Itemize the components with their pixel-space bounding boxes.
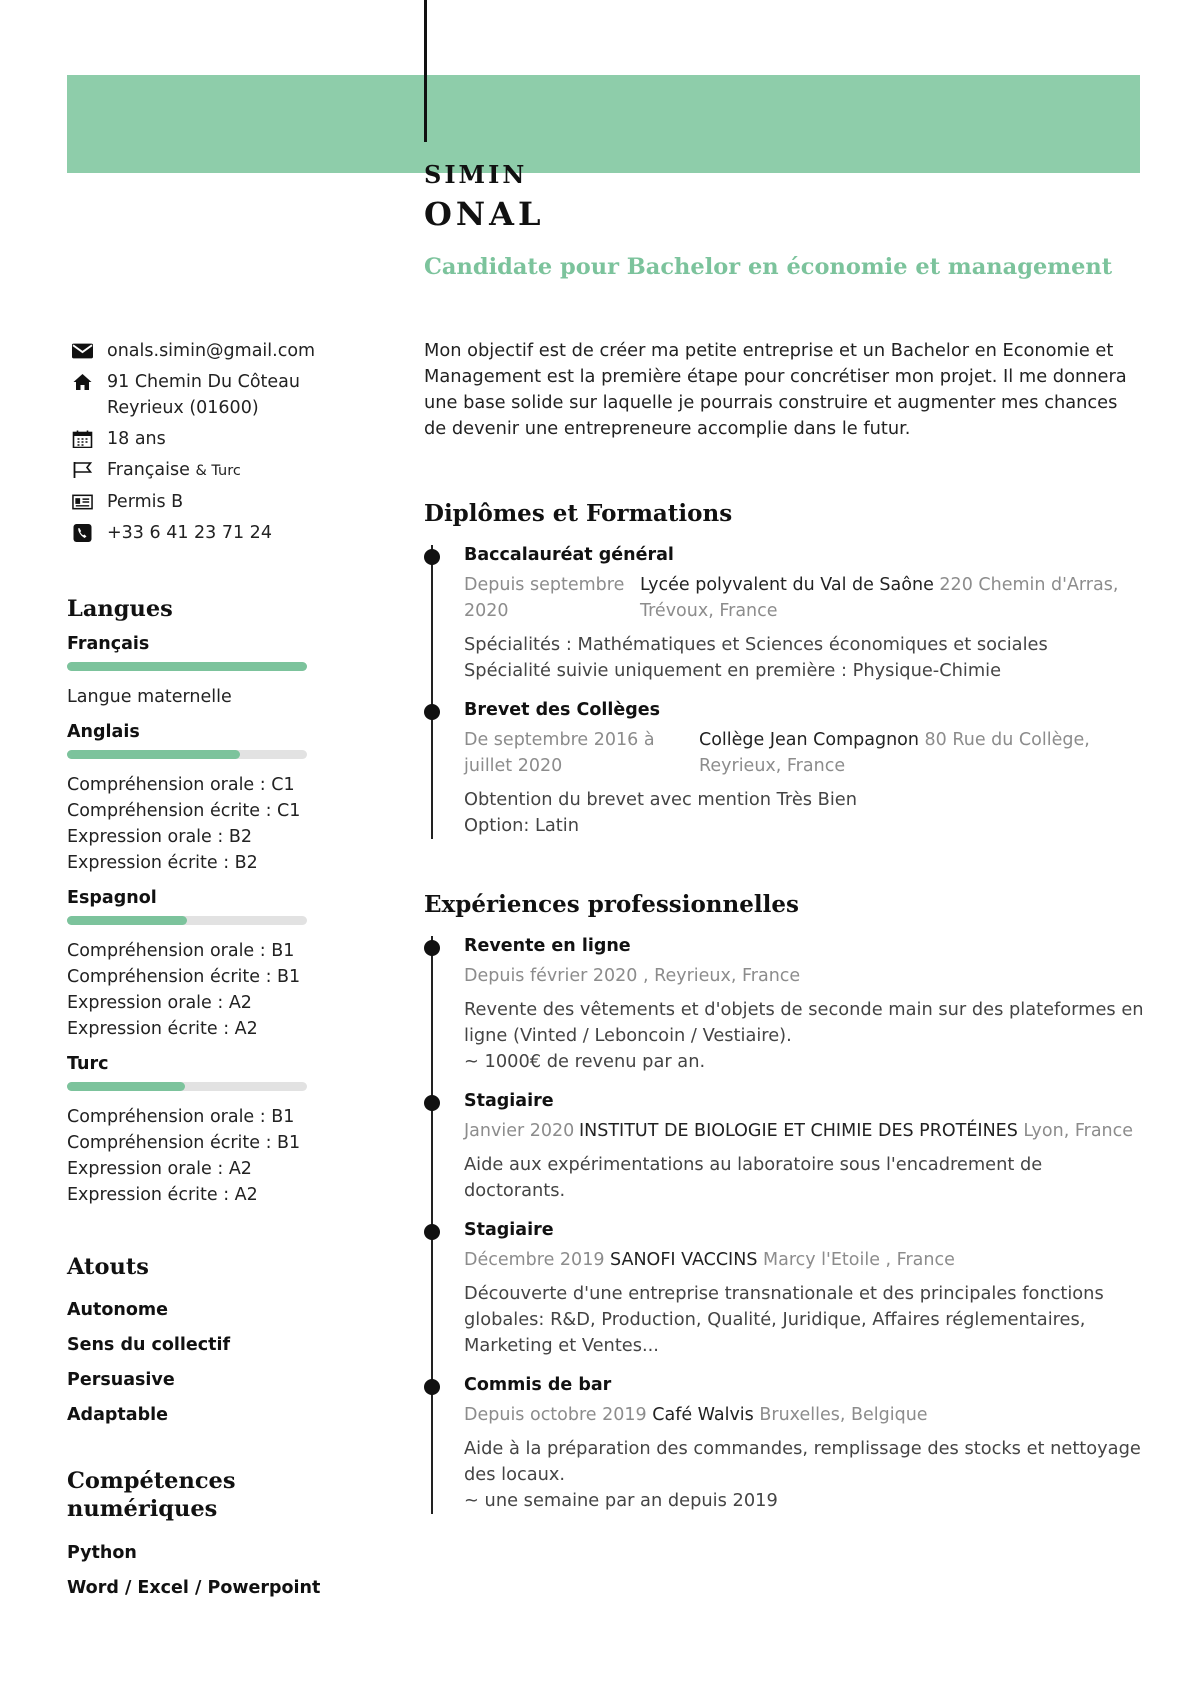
entry-organization: INSTITUT DE BIOLOGIE ET CHIMIE DES PROTÉINES: [579, 1121, 1018, 1141]
language-level-bar: [67, 916, 307, 925]
first-name: SIMIN: [424, 160, 528, 189]
last-name: ONAL: [424, 195, 545, 233]
entry-description: Revente des vêtements et d'objets de seconde main sur des plateformes en ligne (Vinted / Leboncoin / Vestiaire). ~ 1000€ de revenu par an.: [464, 999, 1144, 1072]
entry-title: Revente en ligne: [464, 936, 631, 956]
entry-description: Aide aux expérimentations au laboratoire sous l'encadrement de doctorants.: [464, 1154, 1043, 1201]
contact-phone: [67, 520, 367, 546]
contact-info: [67, 338, 367, 546]
entry-title: Brevet des Collèges: [464, 700, 661, 720]
language-details: Compréhension orale : C1 Compréhension écrite : C1 Expression orale : B2 Expression écrite : B2: [67, 775, 301, 873]
entry-meta: [464, 1402, 1144, 1428]
languages-heading: Langues: [67, 596, 173, 622]
language-level-bar: [67, 1082, 307, 1091]
nationality-text: Française: [107, 460, 190, 480]
entry-date: Depuis octobre 2019: [464, 1405, 647, 1425]
digital-skill-item: Python: [67, 1543, 137, 1563]
experience-entry: [464, 1091, 1144, 1204]
language-item: [67, 888, 367, 1042]
address-line1: 91 Chemin Du Côteau: [107, 372, 300, 392]
address-text: [107, 369, 300, 421]
language-details: Compréhension orale : B1 Compréhension écrite : B1 Expression orale : A2 Expression écrite : A2: [67, 1107, 301, 1205]
license-text: Permis B: [107, 492, 184, 512]
language-level-bar: [67, 662, 307, 671]
entry-description: Aide à la préparation des commandes, remplissage des stocks et nettoyage des locaux. ~ une semaine par an depuis 2019: [464, 1438, 1141, 1511]
entry-location: Marcy l'Etoile , France: [763, 1250, 955, 1270]
assets-heading: Atouts: [67, 1254, 149, 1280]
envelope-icon: [67, 338, 107, 364]
entry-organization: SANOFI VACCINS: [610, 1250, 758, 1270]
entry-organization: Collège Jean Compagnon: [699, 730, 919, 750]
calendar-icon: [67, 426, 107, 452]
contact-nationality: [67, 457, 367, 484]
contact-age: [67, 426, 367, 452]
language-name: Turc: [67, 1054, 109, 1074]
language-name: Espagnol: [67, 888, 157, 908]
experience-entry: [464, 1220, 1144, 1359]
contact-email: [67, 338, 367, 364]
timeline-dot: [424, 549, 440, 565]
entry-location: 220 Chemin d'Arras, Trévoux, France: [640, 575, 1119, 621]
entry-meta: [464, 1247, 1144, 1273]
entry-meta: [464, 1118, 1144, 1144]
contact-address: [67, 369, 367, 421]
digital-skills-heading: Compétences numériques: [67, 1468, 236, 1522]
timeline-dot: [424, 1379, 440, 1395]
experience-entry: [464, 1375, 1144, 1514]
timeline-dot: [424, 940, 440, 956]
entry-title: Commis de bar: [464, 1375, 612, 1395]
language-name: Français: [67, 634, 150, 654]
age-text: 18 ans: [107, 429, 166, 449]
experience-entry: [464, 936, 1144, 1075]
right-column: [424, 338, 1144, 1518]
education-entry: [464, 545, 1144, 684]
digital-skill-item: Word / Excel / Powerpoint: [67, 1578, 321, 1598]
timeline-dot: [424, 1224, 440, 1240]
entry-title: Stagiaire: [464, 1220, 554, 1240]
entry-location: 80 Rue du Collège, Reyrieux, France: [699, 730, 1090, 776]
entry-location: , Reyrieux, France: [642, 966, 801, 986]
entry-description: Obtention du brevet avec mention Très Bien Option: Latin: [464, 789, 858, 836]
email-text: onals.simin@gmail.com: [107, 341, 316, 361]
asset-item: Autonome: [67, 1300, 168, 1320]
entry-title: Stagiaire: [464, 1091, 554, 1111]
contact-license: [67, 489, 367, 515]
address-line2: Reyrieux (01600): [107, 398, 259, 418]
experience-timeline: [424, 936, 1144, 1514]
entry-meta: [464, 963, 1144, 989]
entry-date: Janvier 2020: [464, 1121, 575, 1141]
education-entry: [464, 700, 1144, 839]
header-band: [67, 75, 1140, 173]
entry-date: Depuis septembre 2020: [464, 575, 625, 621]
assets-list: [67, 1300, 367, 1425]
objective-text: Mon objectif est de créer ma petite entreprise et un Bachelor en Economie et Management est la première étape pour concrétiser mon projet. Il me donnera une base solide sur laquelle je pourrais construire et augmenter mes chances de devenir une entrepreneure accomplie dans le futur.: [424, 340, 1127, 439]
entry-organization: Café Walvis: [652, 1405, 754, 1425]
language-item: [67, 634, 367, 710]
entry-description: Spécialités : Mathématiques et Sciences économiques et sociales Spécialité suivie uniquement en première : Physique-Chimie: [464, 634, 1048, 681]
entry-organization: Lycée polyvalent du Val de Saône: [640, 575, 934, 595]
language-item: [67, 1054, 367, 1208]
asset-item: Sens du collectif: [67, 1335, 231, 1355]
nationality-extra: & Turc: [195, 463, 241, 479]
entry-location: Bruxelles, Belgique: [759, 1405, 928, 1425]
flag-icon: [67, 457, 107, 483]
id-card-icon: [67, 489, 107, 515]
entry-meta: [464, 572, 1144, 624]
language-details: Compréhension orale : B1 Compréhension écrite : B1 Expression orale : A2 Expression écrite : A2: [67, 941, 301, 1039]
entry-date: Depuis février 2020: [464, 966, 638, 986]
education-timeline: [424, 545, 1144, 839]
entry-title: Baccalauréat général: [464, 545, 674, 565]
entry-description: Découverte d'une entreprise transnationale et des principales fonctions globales: R&D, Production, Qualité, Juridique, Affaires réglementaires, Marketing et Ventes...: [464, 1283, 1104, 1356]
language-level-bar: [67, 750, 307, 759]
language-details: Langue maternelle: [67, 687, 232, 707]
resume-subtitle: Candidate pour Bachelor en économie et management: [424, 254, 1113, 280]
education-heading: Diplômes et Formations: [424, 500, 733, 527]
entry-date: De septembre 2016 à juillet 2020: [464, 730, 655, 776]
entry-date: Décembre 2019: [464, 1250, 605, 1270]
home-icon: [67, 369, 107, 395]
timeline-dot: [424, 704, 440, 720]
timeline-line: [431, 545, 433, 839]
language-item: [67, 722, 367, 876]
asset-item: Persuasive: [67, 1370, 175, 1390]
language-name: Anglais: [67, 722, 140, 742]
digital-skills-list: [67, 1543, 367, 1598]
entry-location: Lyon, France: [1023, 1121, 1134, 1141]
entry-meta: [464, 727, 1144, 779]
left-column: [67, 338, 367, 1613]
asset-item: Adaptable: [67, 1405, 168, 1425]
phone-icon: [67, 520, 107, 546]
experience-heading: Expériences professionnelles: [424, 891, 799, 918]
phone-text: +33 6 41 23 71 24: [107, 523, 272, 543]
timeline-dot: [424, 1095, 440, 1111]
header-divider-line: [424, 0, 427, 142]
